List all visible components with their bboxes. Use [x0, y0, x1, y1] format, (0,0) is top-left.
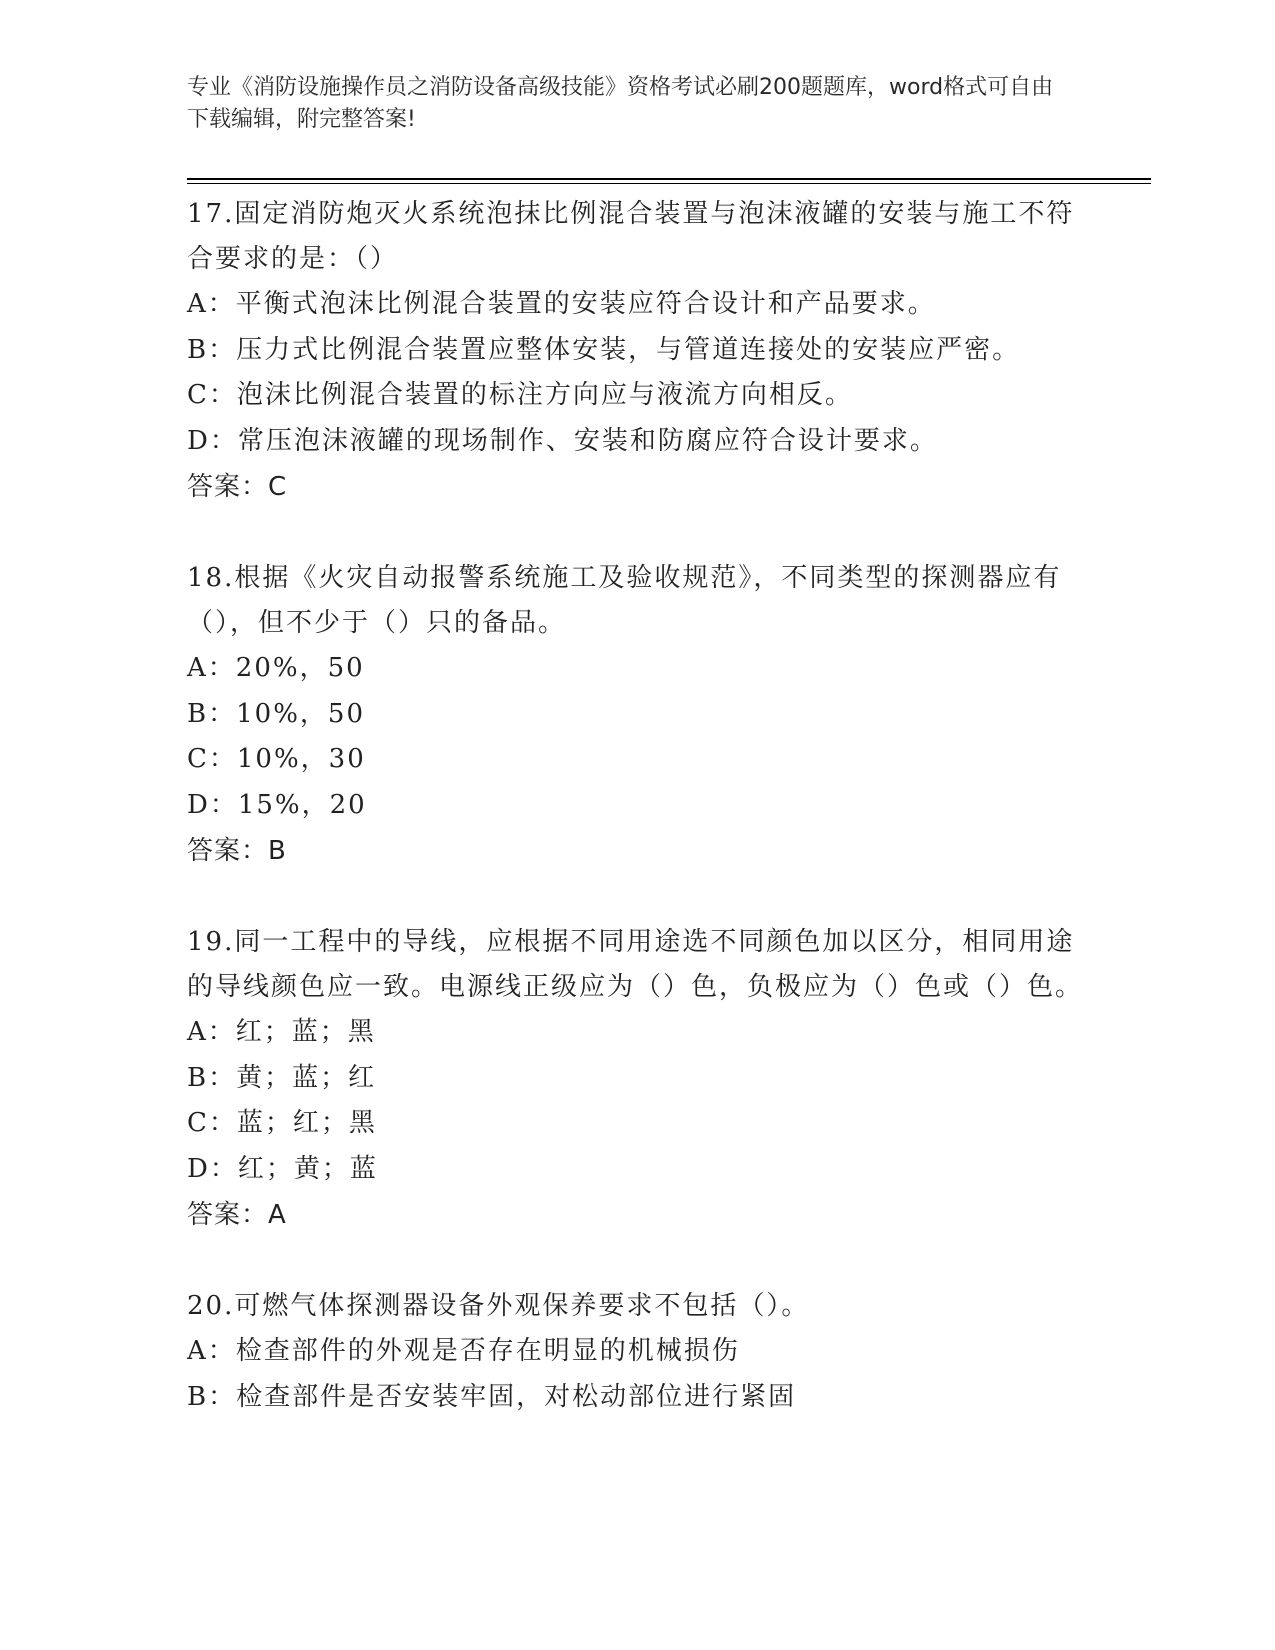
document-header: 专业《消防设施操作员之消防设备高级技能》资格考试必刷200题题库，word格式可自由下载编辑，附完整答案!: [187, 75, 1054, 132]
question-18: [187, 556, 1087, 874]
option-c: C：10%，30: [187, 744, 366, 774]
question-stem: 20.可燃气体探测器设备外观保养要求不包括（）。: [187, 1291, 810, 1321]
option-a: A：20%，50: [187, 653, 365, 683]
header-rule-thin: [187, 183, 1151, 184]
answer: 答案：A: [187, 1200, 287, 1230]
option-b: B：黄；蓝；红: [187, 1062, 377, 1093]
option-d: D：15%，20: [187, 789, 367, 820]
header-rule-thick: [187, 178, 1151, 180]
question-17: [187, 192, 1087, 510]
option-b: B：压力式比例混合装置应整体安装，与管道连接处的安装应严密。: [187, 334, 1021, 365]
answer: 答案：B: [187, 836, 287, 866]
question-19: [187, 920, 1087, 1238]
question-list: [187, 192, 1087, 1466]
answer: 答案：C: [187, 472, 288, 502]
option-a: A：平衡式泡沫比例混合装置的安装应符合设计和产品要求。: [187, 289, 936, 319]
option-b: B：10%，50: [187, 698, 365, 729]
option-c: C：蓝；红；黑: [187, 1108, 377, 1138]
option-a: A：检查部件的外观是否存在明显的机械损伤: [187, 1336, 740, 1366]
option-a: A：红；蓝；黑: [187, 1017, 376, 1047]
option-d: D：红；黄；蓝: [187, 1153, 378, 1184]
question-stem: 17.固定消防炮灭火系统泡抹比例混合装置与泡沫液罐的安装与施工不符合要求的是：（）: [187, 199, 1075, 274]
question-stem: 19.同一工程中的导线，应根据不同用途选不同颜色加以区分，相同用途的导线颜色应一致。电源线正级应为（）色，负极应为（）色或（）色。: [187, 927, 1084, 1002]
question-20: [187, 1284, 1087, 1420]
option-b: B：检查部件是否安装牢固，对松动部位进行紧固: [187, 1381, 797, 1412]
question-stem: 18.根据《火灾自动报警系统施工及验收规范》，不同类型的探测器应有（），但不少于（）只的备品。: [187, 563, 1062, 638]
option-c: C：泡沫比例混合装置的标注方向应与液流方向相反。: [187, 380, 853, 410]
option-d: D：常压泡沫液罐的现场制作、安装和防腐应符合设计要求。: [187, 425, 938, 456]
